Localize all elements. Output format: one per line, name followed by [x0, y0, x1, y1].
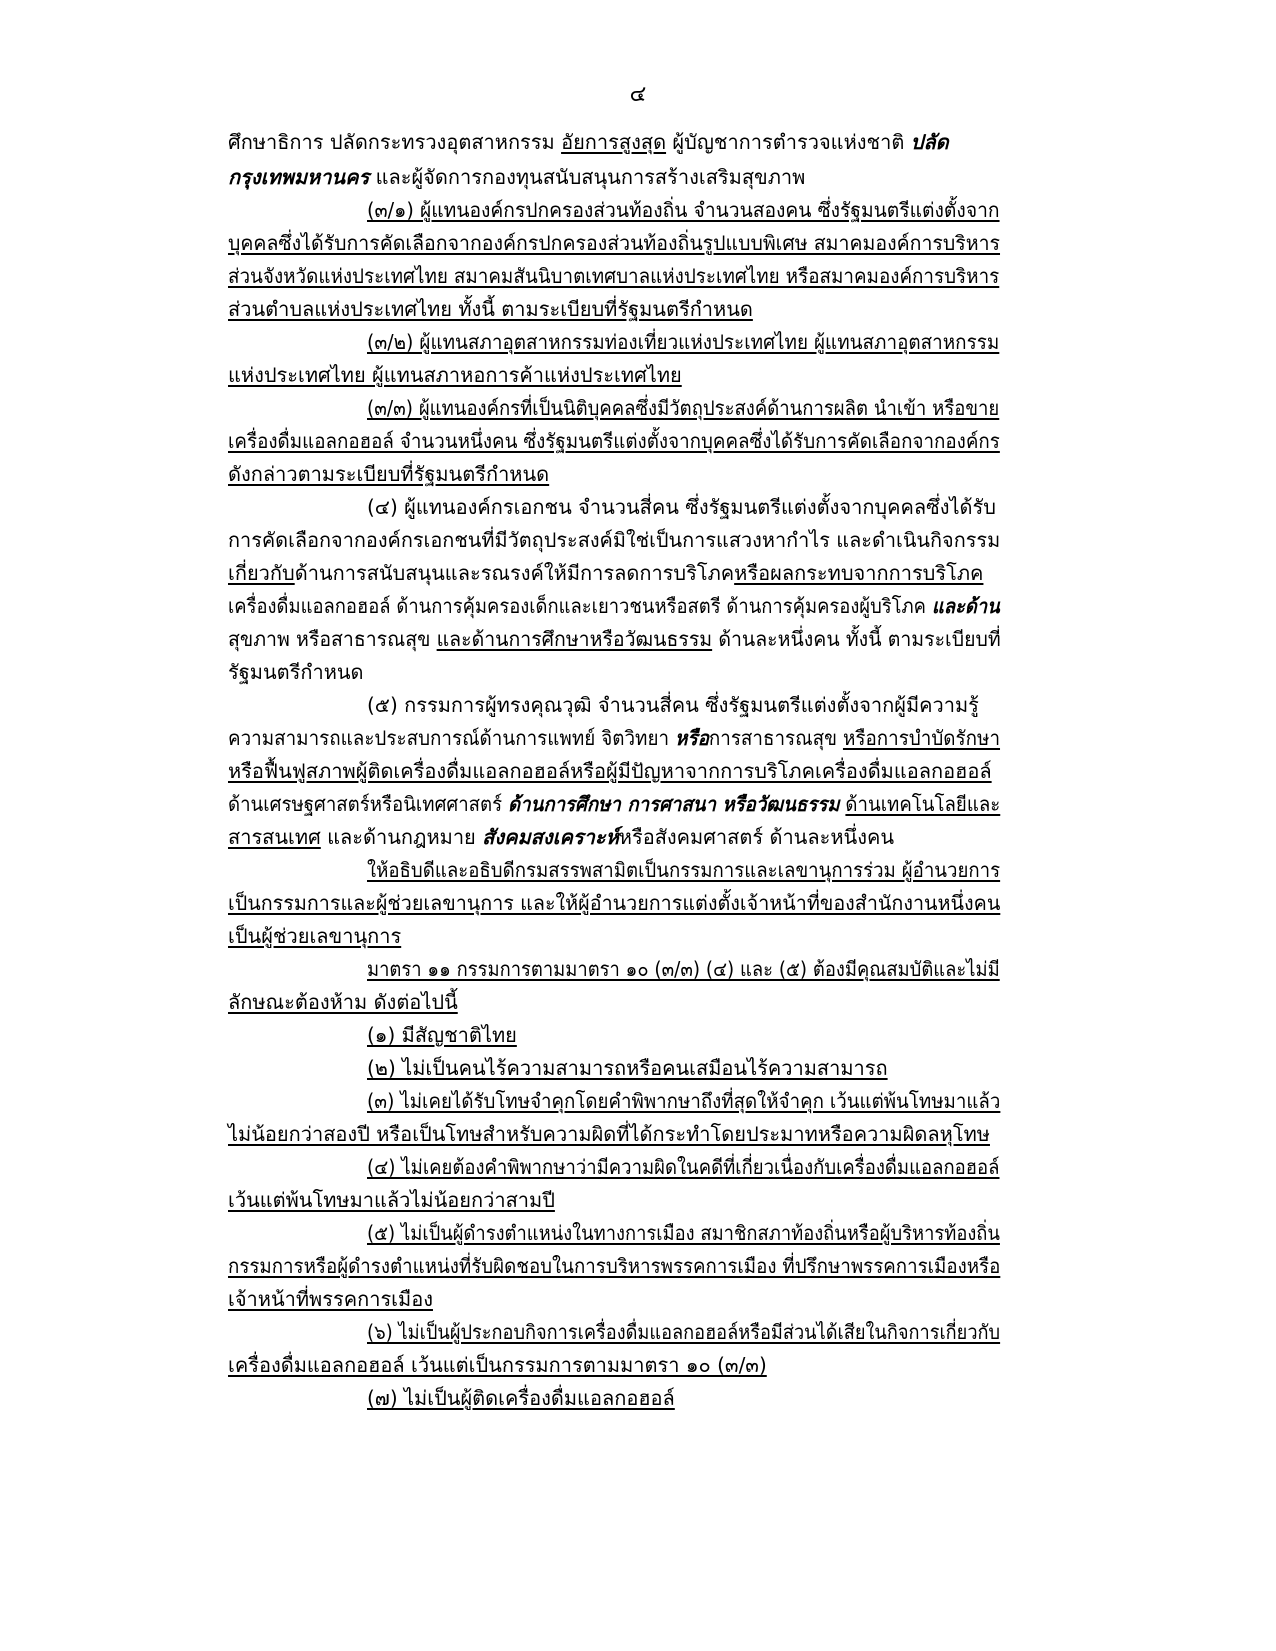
- text-line: [228, 759, 992, 783]
- text-segment: (๖) ไม่เป็นผู้ประกอบกิจการเครื่องดื่มแอลกอฮอล์หรือมีส่วนได้เสียในกิจการเกี่ยวกับ: [367, 1320, 1001, 1344]
- text-segment: เว้นแต่พ้นโทษมาแล้วไม่น้อยกว่าสามปี: [228, 1188, 555, 1212]
- text-line: [228, 792, 1000, 816]
- text-segment: ศึกษาธิการ ปลัดกระทรวงอุตสาหกรรม: [228, 130, 562, 154]
- text-segment: แห่งประเทศไทย ผู้แทนสภาหอการค้าแห่งประเทศไทย: [228, 363, 682, 387]
- text-segment: ปลัด: [910, 130, 949, 154]
- text-line: [228, 429, 1000, 453]
- text-segment: สุขภาพ หรือสาธารณสุข: [228, 627, 437, 651]
- text-segment: (๑) มีสัญชาติไทย: [367, 1023, 517, 1047]
- text-segment: เป็นกรรมการและผู้ช่วยเลขานุการ และให้ผู้อำนวยการแต่งตั้งเจ้าหน้าที่ของสำนักงานหนึ่งคน: [228, 891, 1001, 915]
- text-line: [228, 462, 549, 486]
- text-line: [228, 594, 1000, 618]
- text-line: [367, 1155, 999, 1179]
- text-segment: หรือการบำบัดรักษา: [842, 726, 1001, 750]
- text-segment: สังคมสงเคราะห์: [482, 825, 619, 849]
- text-line: [228, 1287, 433, 1311]
- text-line: [228, 825, 894, 849]
- text-segment: และด้านกฎหมาย: [320, 825, 483, 849]
- text-line: [228, 1353, 767, 1377]
- text-line: [228, 264, 999, 288]
- text-line: [367, 495, 996, 519]
- text-line: [228, 528, 1000, 552]
- text-line: [367, 1089, 1000, 1113]
- text-line: [228, 165, 805, 189]
- text-line: [367, 330, 999, 354]
- text-segment: ด้านเศรษฐศาสตร์หรือนิเทศศาสตร์: [228, 792, 509, 816]
- text-line: [228, 924, 401, 948]
- text-segment: (๓/๓) ผู้แทนองค์กรที่เป็นนิติบุคคลซึ่งมีวัตถุประสงค์ด้านการผลิต นำเข้า หรือขาย: [367, 396, 1000, 420]
- text-line: [228, 726, 1000, 750]
- text-line: [228, 130, 949, 154]
- text-line: [228, 660, 364, 684]
- text-line: [228, 1122, 990, 1146]
- text-segment: ด้านเทคโนโลยีและ: [845, 792, 1001, 816]
- text-segment: ด้านการศึกษา การศาสนา หรือวัฒนธรรม: [508, 792, 840, 816]
- text-segment: การสาธารณสุข: [708, 726, 843, 750]
- text-segment: ส่วนจังหวัดแห่งประเทศไทย สมาคมสันนิบาตเทศบาลแห่งประเทศไทย หรือสมาคมองค์การบริหาร: [228, 264, 1000, 288]
- text-segment: เครื่องดื่มแอลกอฮอล์ จำนวนหนึ่งคน ซึ่งรัฐมนตรีแต่งตั้งจากบุคคลซึ่งได้รับการคัดเลือกจากองค์กร: [228, 429, 1000, 453]
- text-segment: กรรมการหรือผู้ดำรงตำแหน่งที่รับผิดชอบในการบริหารพรรคการเมือง ที่ปรึกษาพรรคการเมืองหรือ: [228, 1254, 1001, 1278]
- text-segment: มาตรา ๑๑ กรรมการตามมาตรา ๑๐ (๓/๓) (๔) และ (๕) ต้องมีคุณสมบัติและไม่มี: [367, 957, 1000, 981]
- text-segment: กรุงเทพมหานคร: [228, 165, 370, 189]
- text-line: [367, 1386, 675, 1410]
- text-segment: เป็นผู้ช่วยเลขานุการ: [228, 924, 402, 948]
- text-segment: การคัดเลือกจากองค์กรเอกชนที่มีวัตถุประสงค์มิใช่เป็นการแสวงหากำไร และดำเนินกิจกรรม: [228, 528, 1001, 552]
- text-line: [367, 1023, 517, 1047]
- text-segment: (๗) ไม่เป็นผู้ติดเครื่องดื่มแอลกอฮอล์: [367, 1386, 675, 1410]
- text-line: [367, 957, 1000, 981]
- text-segment: และด้านการศึกษาหรือวัฒนธรรม: [436, 627, 713, 651]
- text-segment: (๓/๑) ผู้แทนองค์กรปกครองส่วนท้องถิ่น จำนวนสองคน ซึ่งรัฐมนตรีแต่งตั้งจาก: [367, 198, 1000, 222]
- text-segment: บุคคลซึ่งได้รับการคัดเลือกจากองค์กรปกครองส่วนท้องถิ่นรูปแบบพิเศษ สมาคมองค์การบริหาร: [228, 231, 1001, 255]
- text-segment: (๔) ไม่เคยต้องคำพิพากษาว่ามีความผิดในคดีที่เกี่ยวเนื่องกับเครื่องดื่มแอลกอฮอล์: [367, 1155, 1000, 1179]
- text-segment: หรือ: [675, 726, 709, 750]
- text-line: [228, 297, 753, 321]
- text-segment: เกี่ยวกับ: [228, 561, 295, 585]
- text-segment: ผู้บัญชาการตำรวจแห่งชาติ: [666, 130, 911, 154]
- text-segment: ให้อธิบดีและอธิบดีกรมสรรพสามิตเป็นกรรมการและเลขานุการร่วม ผู้อำนวยการ: [367, 858, 1001, 882]
- text-line: [228, 561, 983, 585]
- text-segment: และผู้จัดการกองทุนสนับสนุนการสร้างเสริมสุขภาพ: [369, 165, 806, 189]
- text-segment: (๔) ผู้แทนองค์กรเอกชน จำนวนสี่คน ซึ่งรัฐมนตรีแต่งตั้งจากบุคคลซึ่งได้รับ: [367, 495, 996, 519]
- text-segment: ลักษณะต้องห้าม ดังต่อไปนี้: [228, 990, 458, 1014]
- text-segment: (๒) ไม่เป็นคนไร้ความสามารถหรือคนเสมือนไร้ความสามารถ: [367, 1056, 888, 1080]
- text-line: [367, 693, 979, 717]
- text-segment: ส่วนตำบลแห่งประเทศไทย ทั้งนี้ ตามระเบียบที่รัฐมนตรีกำหนด: [228, 297, 753, 321]
- text-line: [228, 363, 682, 387]
- text-segment: (๓) ไม่เคยได้รับโทษจำคุกโดยคำพิพากษาถึงที่สุดให้จำคุก เว้นแต่พ้นโทษมาแล้ว: [367, 1089, 1001, 1113]
- text-line: [228, 627, 1001, 651]
- text-segment: (๕) กรรมการผู้ทรงคุณวุฒิ จำนวนสี่คน ซึ่งรัฐมนตรีแต่งตั้งจากผู้มีความรู้: [367, 693, 979, 717]
- text-segment: และด้าน: [931, 594, 1000, 618]
- text-segment: ด้านละหนึ่งคน ทั้งนี้ ตามระเบียบที่: [712, 627, 1001, 651]
- text-line: [228, 1254, 1000, 1278]
- text-line: [367, 396, 999, 420]
- text-segment: สารสนเทศ: [228, 825, 321, 849]
- text-segment: หรือสังคมศาสตร์ ด้านละหนึ่งคน: [618, 825, 895, 849]
- text-line: [367, 1320, 1000, 1344]
- text-segment: ดังกล่าวตามระเบียบที่รัฐมนตรีกำหนด: [228, 462, 550, 486]
- text-segment: (๓/๒) ผู้แทนสภาอุตสาหกรรมท่องเที่ยวแห่งประเทศไทย ผู้แทนสภาอุตสาหกรรม: [367, 330, 1000, 354]
- text-line: [367, 198, 1000, 222]
- text-segment: เครื่องดื่มแอลกอฮอล์ เว้นแต่เป็นกรรมการตามมาตรา ๑๐ (๓/๓): [228, 1353, 767, 1377]
- text-segment: หรือฟื้นฟูสภาพผู้ติดเครื่องดื่มแอลกอฮอล์หรือผู้มีปัญหาจากการบริโภคเครื่องดื่มแอลกอฮอล์: [228, 759, 992, 783]
- text-segment: รัฐมนตรีกำหนด: [228, 660, 364, 684]
- text-segment: หรือผลกระทบจากการบริโภค: [734, 561, 984, 585]
- text-line: [367, 1056, 888, 1080]
- text-line: [228, 1188, 555, 1212]
- text-segment: ด้านการสนับสนุนและรณรงค์ให้มีการลดการบริโภค: [294, 561, 735, 585]
- text-segment: เจ้าหน้าที่พรรคการเมือง: [228, 1287, 433, 1311]
- text-line: [367, 1221, 1000, 1245]
- text-segment: (๕) ไม่เป็นผู้ดำรงตำแหน่งในทางการเมือง สมาชิกสภาท้องถิ่นหรือผู้บริหารท้องถิ่น: [367, 1221, 1000, 1245]
- text-line: [367, 858, 1000, 882]
- text-segment: ไม่น้อยกว่าสองปี หรือเป็นโทษสำหรับความผิดที่ได้กระทำโดยประมาทหรือความผิดลหุโทษ: [228, 1122, 990, 1146]
- text-segment: เครื่องดื่มแอลกอฮอล์ ด้านการคุ้มครองเด็กและเยาวชนหรือสตรี ด้านการคุ้มครองผู้บริโภค: [228, 594, 932, 618]
- text-segment: อัยการสูงสุด: [561, 130, 667, 154]
- text-line: [228, 891, 1000, 915]
- text-line: [228, 231, 1000, 255]
- text-line: [228, 990, 458, 1014]
- page-number: ๔: [629, 82, 647, 107]
- text-segment: ความสามารถและประสบการณ์ด้านการแพทย์ จิตวิทยา: [228, 726, 676, 750]
